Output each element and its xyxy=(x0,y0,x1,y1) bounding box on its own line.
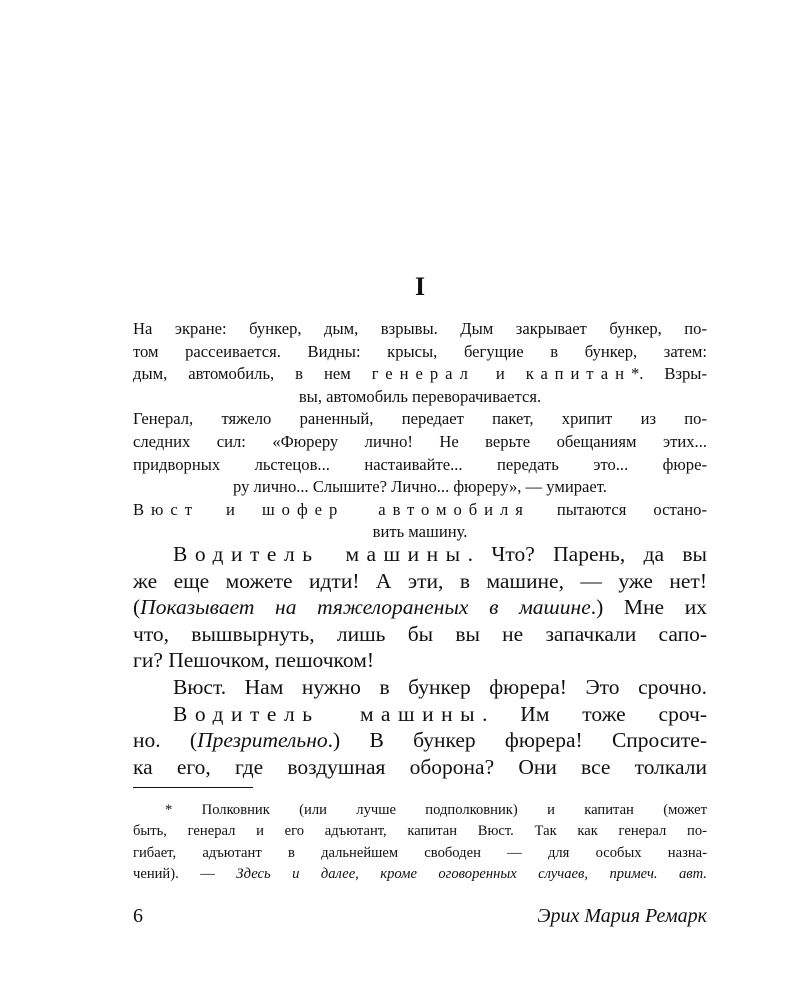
dialogue-line: ка его, где воздушная оборона? Они все толкали xyxy=(133,754,707,779)
stage-direction xyxy=(133,318,707,544)
stage-remark: Презрительно xyxy=(197,728,328,753)
stage-line: вить машину. xyxy=(372,522,468,542)
footnote xyxy=(133,800,707,885)
speaker-name: Вюст xyxy=(173,674,221,699)
stage-line: вы, автомобиль переворачивается. xyxy=(298,386,542,406)
character-name: шофер автомобиля xyxy=(261,499,530,519)
dialogue-line: ги? Пешочком, пешочком! xyxy=(133,648,374,673)
stage-line: На экране: бункер, дым, взрывы. Дым закрывает бункер, по- xyxy=(133,319,707,338)
dialogue-line: что, вышвырнуть, лишь бы вы не запачкали сапо- xyxy=(133,621,707,646)
character-name: капитан xyxy=(525,364,631,384)
character-name: генерал xyxy=(371,364,475,384)
footnote-line: чений). — Здесь и далее, кроме оговоренных случаев, примеч. авт. xyxy=(133,865,707,882)
running-footer-author: Эрих Мария Ремарк xyxy=(537,905,707,927)
stage-line: придворных льстецов... настаивайте... передать это... фюре- xyxy=(133,454,707,474)
dialogue xyxy=(133,541,707,780)
dialogue-line: Вюст. Нам нужно в бункер фюрера! Это срочно. xyxy=(173,674,707,699)
stage-line: Вюст и шофер автомобиля пытаются останo- xyxy=(133,499,708,519)
stage-line: Генерал, тяжело раненный, передает пакет, хрипит из по- xyxy=(133,409,707,429)
footnote-line: * Полковник (или лучше подполковник) и капитан (может xyxy=(165,802,707,818)
character-name: Вюст xyxy=(133,499,199,519)
stage-line: том рассеивается. Видны: крысы, бегущие в бункер, затем: xyxy=(133,341,707,361)
dialogue-line: но. (Презрительно.) В бункер фюрера! Спросите- xyxy=(133,728,707,753)
act-title: I xyxy=(414,272,426,301)
dialogue-line: же еще можете идти! А эти, в машине, — уже нет! xyxy=(133,568,707,593)
footnote-line: быть, генерал и его адъютант, капитан Вюст. Так как генерал по- xyxy=(133,823,707,840)
stage-line: дым, автомобиль, в нем генерал и капитан*. Взры- xyxy=(133,364,707,384)
stage-line: ру лично... Слышите? Лично... фюреру», — умирает. xyxy=(233,477,607,497)
stage-remark: Показывает на тяжелораненых в машине xyxy=(140,595,591,620)
footnote-note: Здесь и далее, кроме оговоренных случаев, примеч. авт. xyxy=(236,865,707,882)
stage-line: следних сил: «Фюреру лично! Не верьте обещаниям этих... xyxy=(133,431,707,451)
page-number: 6 xyxy=(133,905,143,927)
footnote-line: гибает, адъютант в дальнейшем свободен — для особых назна- xyxy=(133,844,707,861)
speaker-name: Водитель машины xyxy=(173,542,468,566)
dialogue-line: Водитель машины. Что? Парень, да вы xyxy=(173,542,707,566)
dialogue-line: Водитель машины. Им тоже сроч- xyxy=(173,701,707,726)
footnote-rule xyxy=(133,787,253,788)
speaker-name: Водитель машины xyxy=(173,701,483,726)
dialogue-line: (Показывает на тяжелораненых в машине.) Мне их xyxy=(133,595,707,620)
